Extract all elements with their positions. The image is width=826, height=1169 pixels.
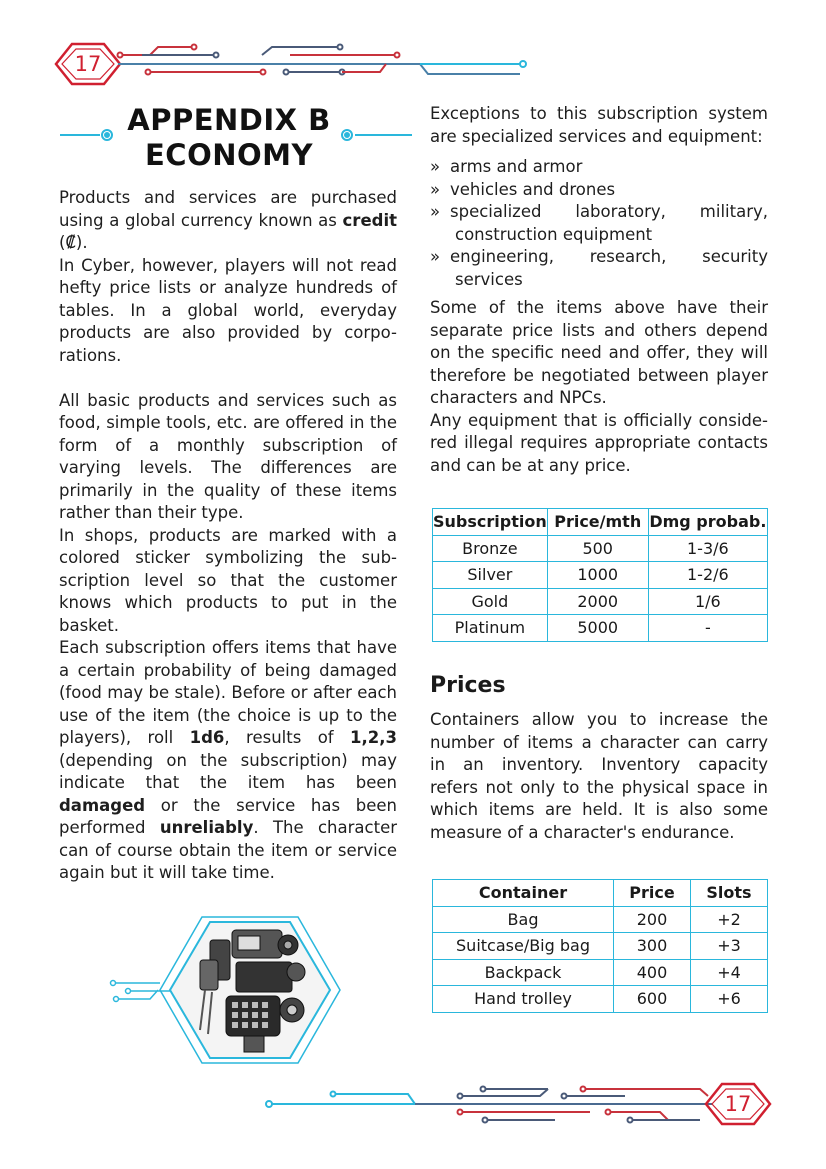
text-span: . The character can of course obtain the item or service again but it will take time.: [59, 818, 398, 882]
paragraph-credit: [59, 187, 397, 255]
exceptions-list: [430, 156, 768, 291]
table-header-row: [433, 509, 768, 536]
text-span: (₡).: [59, 233, 88, 252]
paragraph-containers: Containers allow you to increase the number of items a character can carry in an inventory. Inventory capacity refers not only to the physical space in which items are held. It is also some measure of a character's endurance.: [430, 710, 768, 842]
table-cell: Gold: [433, 588, 548, 615]
right-column: [430, 103, 768, 477]
table-header-row: [433, 880, 768, 907]
paragraph-exceptions: Exceptions to this subscription system are specialized services and equipment:: [430, 104, 768, 146]
table-cell: 1000: [547, 562, 648, 589]
table-cell: +2: [691, 906, 768, 933]
table-cell: 1/6: [648, 588, 767, 615]
paragraph-subscription: All basic products and services such as food, simple tools, etc. are offered in the form of a monthly subscription of varying levels. The differences are primarily in the quality of these items rather than their type.: [59, 390, 397, 522]
list-item: [430, 201, 768, 246]
text-span: or the service has been performed: [59, 795, 397, 837]
table-cell: 1-3/6: [648, 535, 767, 562]
title-line-2: ECONOMY: [144, 138, 314, 172]
table-row: [433, 588, 768, 615]
table-cell: Hand trolley: [433, 986, 614, 1013]
text-span: construction equipment: [455, 224, 653, 244]
table-row: [433, 535, 768, 562]
table-cell: -: [648, 615, 767, 642]
page-title: [120, 103, 338, 173]
table-row: [433, 933, 768, 960]
paragraph-damage: [59, 637, 397, 885]
table-row: [433, 906, 768, 933]
column-header: Price: [614, 880, 691, 907]
container-table: [432, 879, 768, 1013]
column-header: Slots: [691, 880, 768, 907]
prices-heading: Prices: [430, 673, 506, 698]
table-cell: Silver: [433, 562, 548, 589]
column-header: Subscription: [433, 509, 548, 536]
bold-term: damaged: [59, 795, 146, 815]
column-header: Container: [433, 880, 614, 907]
left-column: [59, 187, 397, 885]
text-span: Each subscription offers items that have a certain probability of being damaged (food may be stale). Before or after each use of the item (the choice is up to the players), roll: [59, 638, 397, 747]
paragraph-cyber: In Cyber, however, players will not read hefty price lists or analyze hundreds of tables. In a global world, everyday products are also provided by corpo-rations.: [59, 255, 397, 365]
table-cell: 200: [614, 906, 691, 933]
page-number-bottom: 17: [724, 1092, 752, 1116]
text-span: services: [455, 269, 523, 289]
list-item: » vehicles and drones: [430, 179, 768, 202]
paragraph-illegal: Any equipment that is officially conside-red illegal requires appropriate contacts and can be at any price.: [430, 410, 768, 475]
column-header: Price/mth: [547, 509, 648, 536]
table-cell: 500: [547, 535, 648, 562]
text-span: , results of: [224, 728, 351, 747]
table-cell: 600: [614, 986, 691, 1013]
subscription-table: [432, 508, 768, 642]
table-row: [433, 562, 768, 589]
table-cell: +4: [691, 959, 768, 986]
prices-text: [430, 709, 768, 844]
table-cell: Bronze: [433, 535, 548, 562]
bold-term: 1d6: [189, 728, 225, 747]
table-cell: 1-2/6: [648, 562, 767, 589]
table-cell: 5000: [547, 615, 648, 642]
title-line-1: APPENDIX B: [127, 103, 331, 137]
paragraph-price-lists: Some of the items above have their separate price lists and others depend on the specific need and offer, they will therefore be negotiated between player characters and NPCs.: [430, 298, 768, 407]
text-span: engineering, research, security: [450, 247, 768, 266]
table-cell: +3: [691, 933, 768, 960]
bold-term: 1,2,3: [350, 728, 397, 747]
paragraph-shops: In shops, products are marked with a colored sticker symbolizing the sub-scription level so that the customer knows which products to put in the basket.: [59, 525, 397, 635]
robot-illustration: [111, 917, 341, 1063]
table-row: [433, 615, 768, 642]
text-span: (depending on the subscription) may indicate that the item has been: [59, 750, 397, 792]
list-item: » arms and armor: [430, 156, 768, 179]
table-cell: +6: [691, 986, 768, 1013]
table-cell: 2000: [547, 588, 648, 615]
list-item: [430, 246, 768, 291]
bold-term: unreliably: [159, 818, 254, 837]
table-cell: Platinum: [433, 615, 548, 642]
column-header: Dmg probab.: [648, 509, 767, 536]
table-row: [433, 986, 768, 1013]
page-number-top: 17: [74, 52, 102, 76]
table-cell: Backpack: [433, 959, 614, 986]
text-span: Products and services are purchased using a global currency known as: [59, 188, 397, 230]
table-cell: 300: [614, 933, 691, 960]
table-row: [433, 959, 768, 986]
text-span: specialized laboratory, military,: [450, 202, 768, 221]
table-cell: 400: [614, 959, 691, 986]
bold-term: credit: [342, 210, 397, 230]
table-cell: Suitcase/Big bag: [433, 933, 614, 960]
table-cell: Bag: [433, 906, 614, 933]
